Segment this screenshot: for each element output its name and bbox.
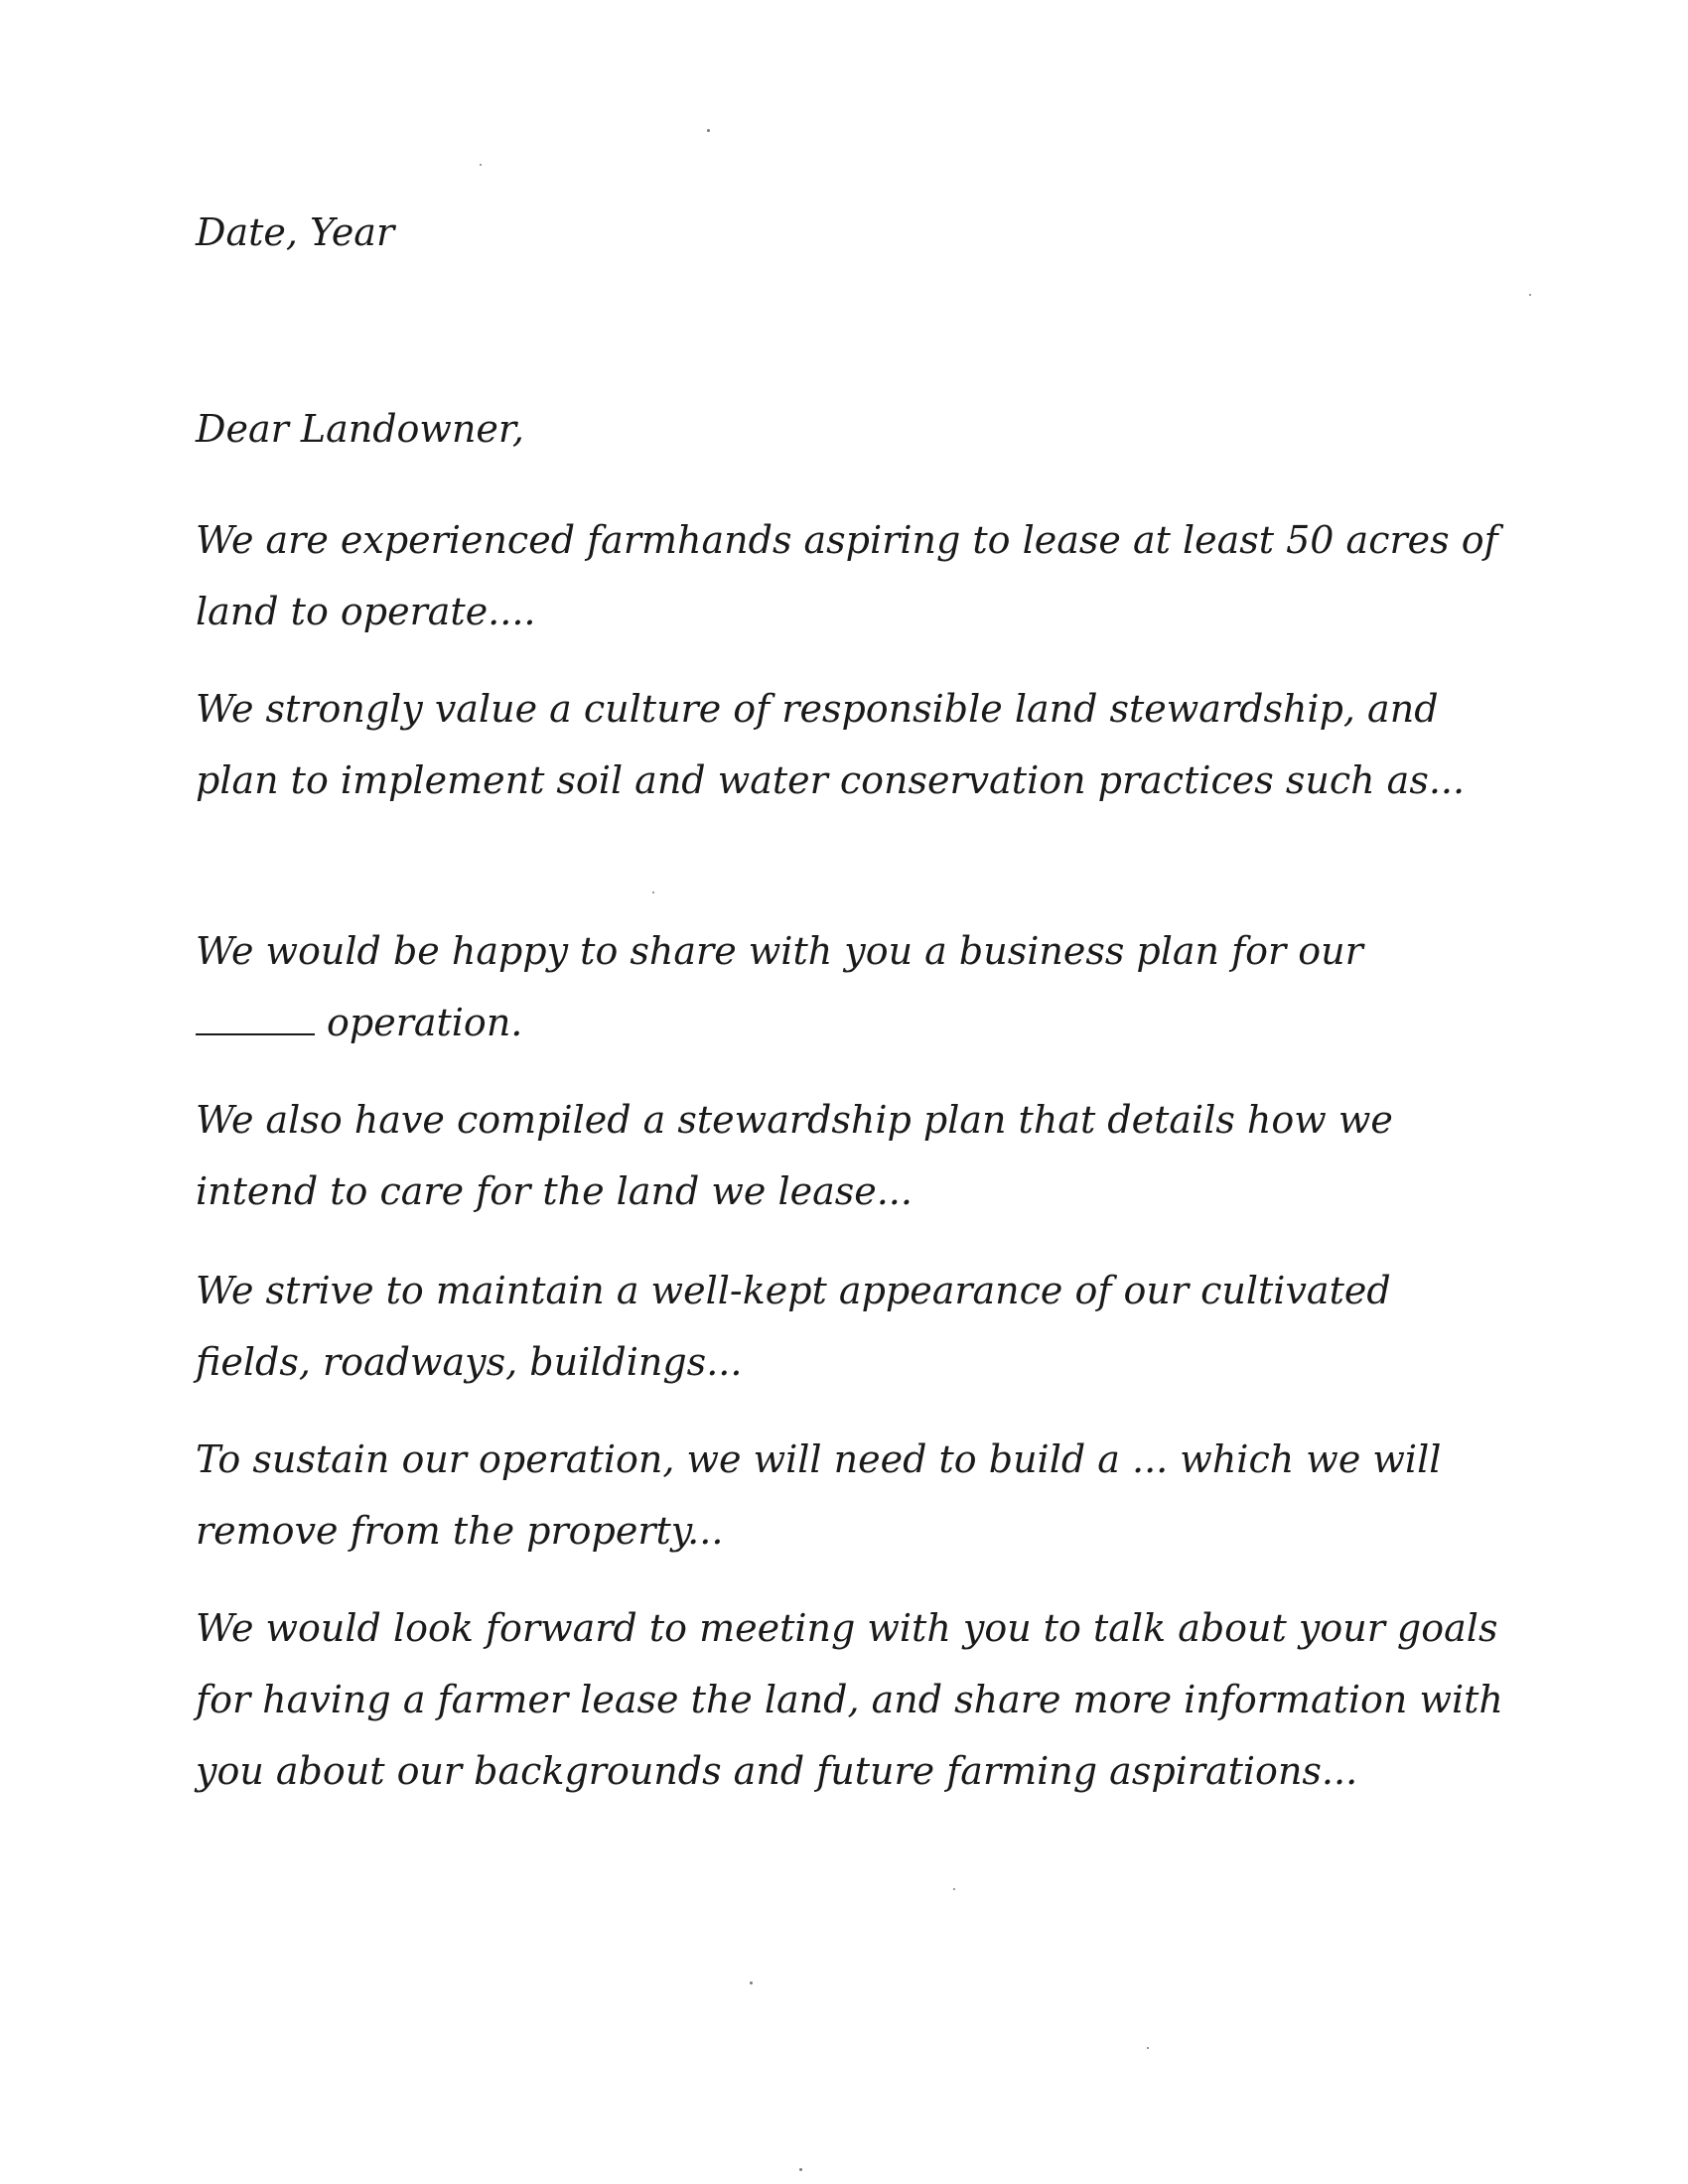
blank-fill-line <box>196 1004 315 1035</box>
paragraph-sustain-operation: To sustain our operation, we will need to build a ... which we will remove from the property... <box>196 1437 1442 1553</box>
scan-speck <box>1147 2047 1149 2049</box>
letter-date: Date, Year <box>196 210 395 254</box>
scan-speck <box>1529 294 1531 296</box>
paragraph-business-plan <box>196 915 1506 1058</box>
paragraph-meeting: We would look forward to meeting with you to talk about your goals for having a farmer lease the land, and share more information with you about our backgrounds and future farming aspirations... <box>196 1606 1503 1793</box>
scan-speck <box>480 164 482 166</box>
business-plan-intro: We would be happy to share with you a business plan for our <box>196 929 1363 973</box>
letter-salutation: Dear Landowner, <box>196 407 524 451</box>
paragraph-appearance: We strive to maintain a well-kept appearance of our cultivated fields, roadways, buildings... <box>196 1269 1391 1384</box>
scan-speck <box>953 1888 955 1890</box>
scan-speck <box>652 891 654 893</box>
business-plan-operation: operation. <box>327 1001 523 1044</box>
paragraph-stewardship-plan: We also have compiled a stewardship plan that details how we intend to care for the land we lease... <box>196 1098 1393 1213</box>
scan-speck <box>707 129 710 132</box>
paragraph-stewardship-values: We strongly value a culture of responsible land stewardship, and plan to implement soil and water conservation practices such as... <box>196 687 1466 802</box>
scan-speck <box>750 1981 753 1984</box>
scan-speck <box>799 2168 802 2171</box>
paragraph-experience: We are experienced farmhands aspiring to lease at least 50 acres of land to operate.... <box>196 518 1498 633</box>
